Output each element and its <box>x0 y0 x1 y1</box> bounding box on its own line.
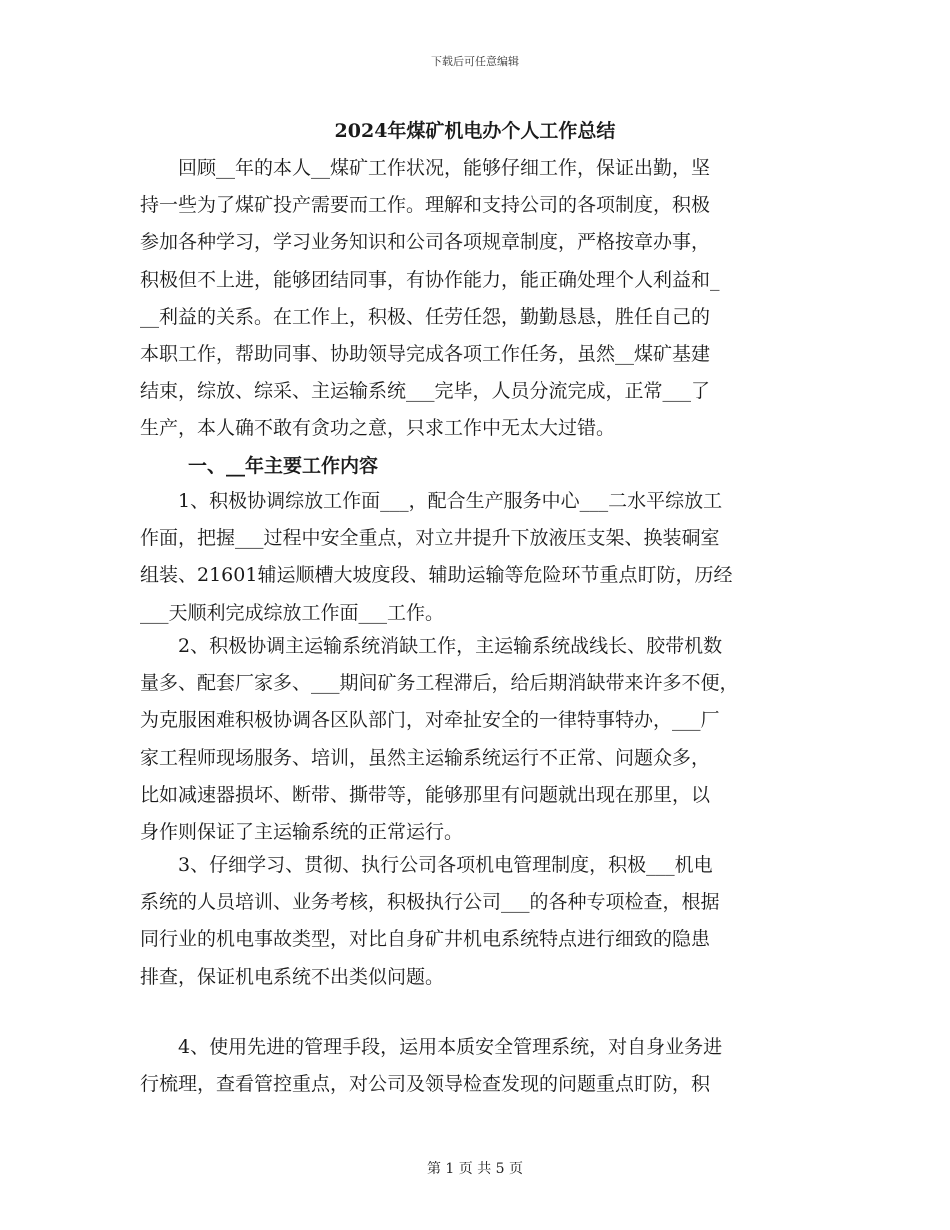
text-line: 2、积极协调主运输系统消缺工作，主运输系统战线长、胶带机数 <box>140 635 723 657</box>
document-title: 2024年煤矿机电办个人工作总结 <box>334 120 616 142</box>
item-1-paragraph <box>140 483 810 632</box>
text-line: 4、使用先进的管理手段，运用本质安全管理系统，对自身业务进 <box>140 1036 723 1058</box>
text-line: 为克服困难积极协调各区队部门，对牵扯安全的一律特事特办，___厂 <box>140 709 720 732</box>
intro-paragraph <box>140 150 810 448</box>
text-line: ___天顺利完成综放工作面___工作。 <box>140 601 445 624</box>
text-line: 系统的人员培训、业务考核，积极执行公司___的各种专项检查，根据 <box>140 891 720 914</box>
text-line: 比如减速器损坏、断带、撕带等，能够那里有问题就出现在那里，以 <box>140 783 711 806</box>
text-line: 生产，本人确不敢有贪功之意，只求工作中无太大过错。 <box>140 417 616 440</box>
item-2-paragraph <box>140 628 810 851</box>
page-footer: 第 1 页 共 5 页 <box>426 1161 524 1177</box>
text-line: 作面，把握___过程中安全重点，对立井提升下放液压支架、换装硐室 <box>140 527 720 550</box>
text-line: 3、仔细学习、贯彻、执行公司各项机电管理制度，积极___机电 <box>140 854 713 876</box>
text-line: 排查，保证机电系统不出类似问题。 <box>140 965 445 988</box>
text-line: __利益的关系。在工作上，积极、任劳任怨，勤勤恳恳，胜任自己的 <box>140 305 711 328</box>
text-line: 参加各种学习，学习业务知识和公司各项规章制度，严格按章办事， <box>140 231 711 254</box>
text-line: 1、积极协调综放工作面___，配合生产服务中心___二水平综放工 <box>140 490 723 512</box>
text-line: 回顾__年的本人__煤矿工作状况，能够仔细工作，保证出勤，坚 <box>140 157 711 179</box>
text-line: 持一些为了煤矿投产需要而工作。理解和支持公司的各项制度，积极 <box>140 194 711 217</box>
item-4-paragraph <box>140 1029 810 1103</box>
text-line: 身作则保证了主运输系统的正常运行。 <box>140 821 464 844</box>
text-line: 量多、配套厂家多、___期间矿务工程滞后，给后期消缺带来许多不便， <box>140 672 739 695</box>
section-heading: 一、__年主要工作内容 <box>188 455 379 477</box>
text-line: 积极但不上进，能够团结同事，有协作能力，能正确处理个人利益和_ <box>140 268 720 291</box>
text-line: 行梳理，查看管控重点，对公司及领导检查发现的问题重点盯防，积 <box>140 1073 711 1096</box>
text-line: 组装、21601辅运顺槽大坡度段、辅助运输等危险环节重点盯防，历经 <box>140 564 733 587</box>
header-note: 下载后可任意编辑 <box>431 55 519 68</box>
text-line: 家工程师现场服务、培训，虽然主运输系统运行不正常、问题众多， <box>140 746 711 769</box>
text-line: 结束，综放、综采、主运输系统___完毕，人员分流完成，正常___了 <box>140 380 711 403</box>
text-line: 同行业的机电事故类型，对比自身矿井机电系统特点进行细致的隐患 <box>140 928 711 951</box>
text-line: 本职工作，帮助同事、协助领导完成各项工作任务，虽然__煤矿基建 <box>140 343 711 366</box>
item-3-paragraph <box>140 847 810 996</box>
